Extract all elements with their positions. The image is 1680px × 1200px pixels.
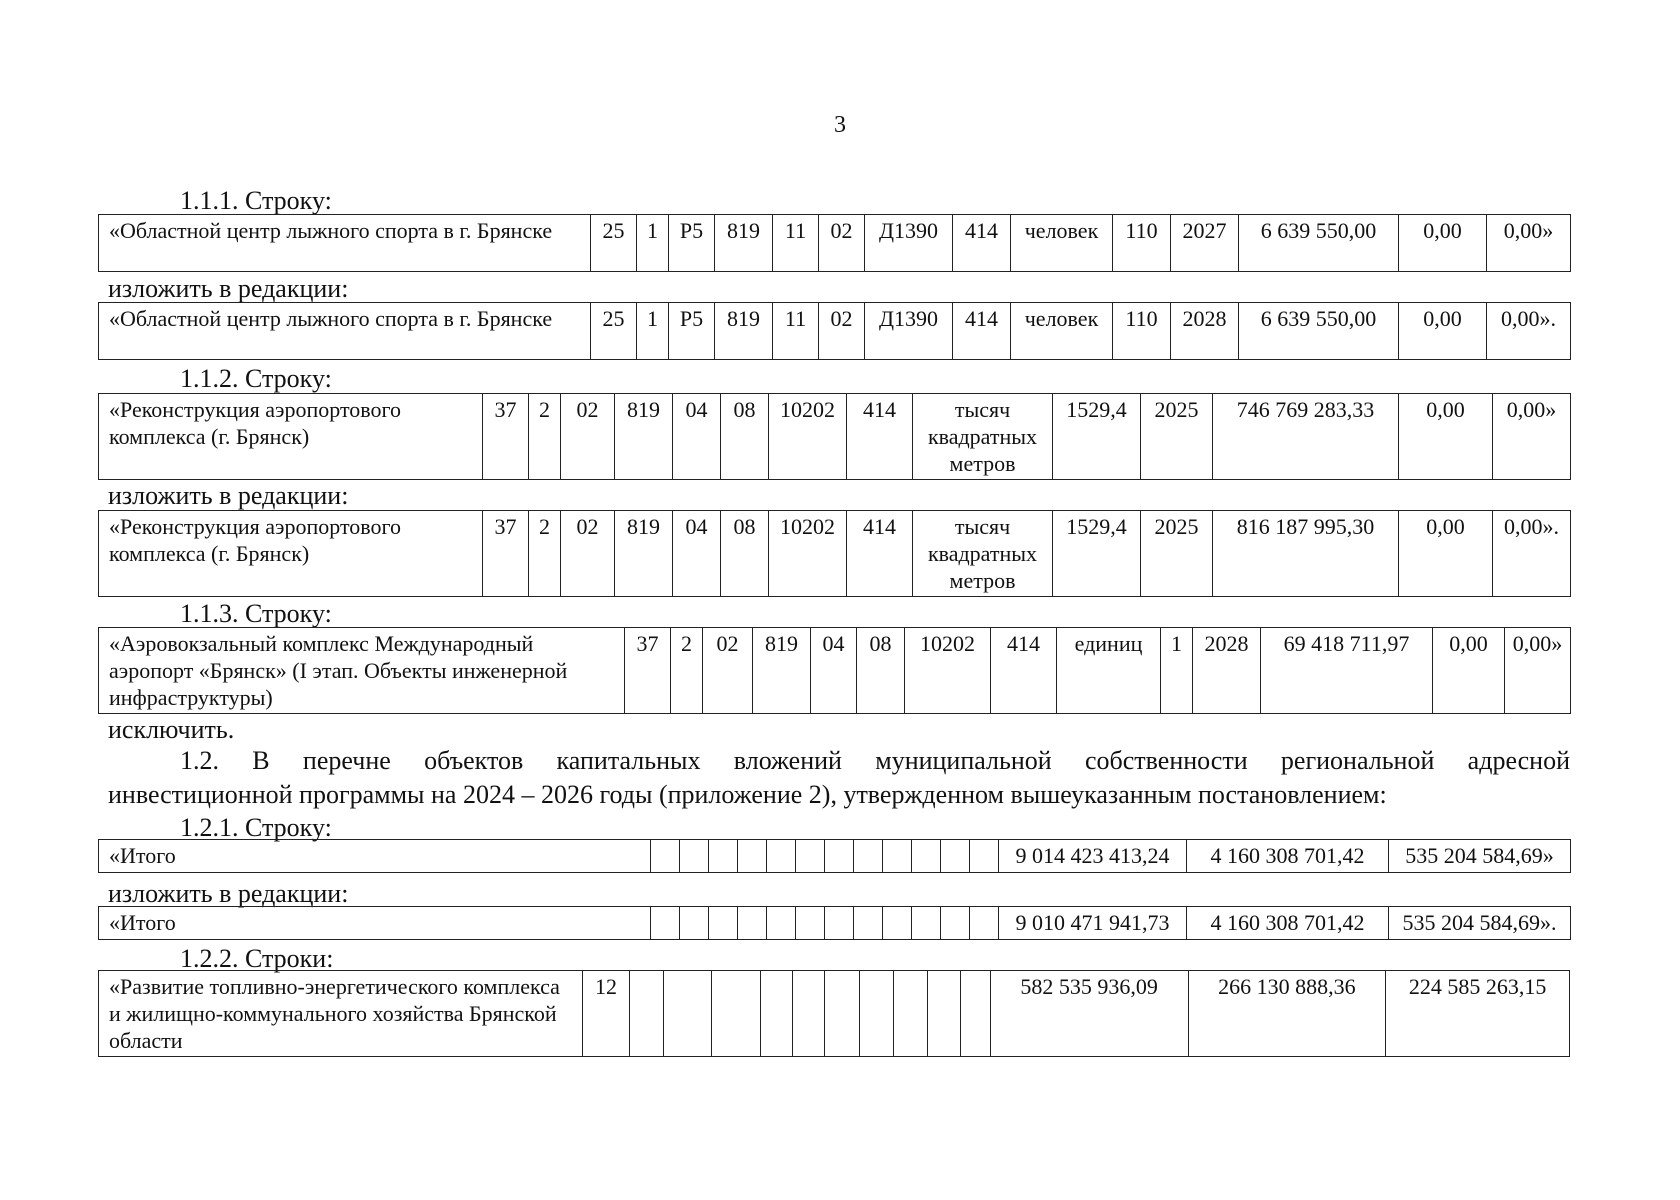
code-cell: Д1390	[865, 303, 953, 360]
amount-cell: 535 204 584,69».	[1389, 907, 1571, 940]
empty-cell	[796, 907, 825, 940]
code-cell: 414	[847, 511, 913, 597]
empty-cell	[663, 971, 711, 1057]
empty-cell	[859, 971, 893, 1057]
empty-cell	[941, 907, 970, 940]
code-cell: 2	[529, 394, 561, 480]
unit-cell: человек	[1011, 303, 1113, 360]
amount-cell: 535 204 584,69»	[1389, 840, 1571, 873]
amount-cell: 0,00	[1399, 394, 1493, 480]
amount-cell: 266 130 888,36	[1188, 971, 1386, 1057]
code-cell: 02	[561, 394, 615, 480]
amount-cell: 746 769 283,33	[1213, 394, 1399, 480]
capacity-cell: 1529,4	[1053, 511, 1141, 597]
year-cell: 2028	[1193, 628, 1261, 714]
table-ski-old	[98, 214, 1571, 272]
amount-cell: 816 187 995,30	[1213, 511, 1399, 597]
empty-cell	[912, 907, 941, 940]
code-cell: 414	[953, 215, 1011, 272]
empty-cell	[854, 840, 883, 873]
empty-cell	[941, 840, 970, 873]
object-name-cell: «Реконструкция аэропортового комплекса (г. Брянск)	[99, 511, 483, 597]
amount-cell: 6 639 550,00	[1239, 215, 1399, 272]
code-cell: 414	[953, 303, 1011, 360]
code-cell: 11	[773, 215, 819, 272]
amount-cell: 0,00»	[1493, 394, 1571, 480]
code-cell: 08	[721, 511, 769, 597]
code-cell: 819	[715, 215, 773, 272]
amount-cell: 0,00	[1433, 628, 1505, 714]
table-ski-new	[98, 302, 1571, 360]
code-cell: 2	[529, 511, 561, 597]
year-cell: 2027	[1171, 215, 1239, 272]
unit-cell: тысяч квадратных метров	[913, 394, 1053, 480]
code-cell: 25	[591, 215, 637, 272]
code-cell: 10202	[769, 394, 847, 480]
code-cell: 08	[857, 628, 905, 714]
empty-cell	[712, 971, 760, 1057]
amount-cell: 224 585 263,15	[1386, 971, 1570, 1057]
object-name-cell: «Итого	[99, 840, 651, 873]
amount-cell: 0,00	[1399, 215, 1487, 272]
capacity-cell: 110	[1113, 215, 1171, 272]
empty-cell	[970, 907, 999, 940]
empty-cell	[767, 907, 796, 940]
paragraph-line: 1.2. В перечне объектов капитальных вложений муниципальной собственности региональной адресной	[180, 746, 1570, 775]
table-total-old	[98, 839, 1571, 873]
table-row	[99, 628, 1571, 714]
code-cell: 37	[483, 394, 529, 480]
table-row	[99, 840, 1571, 873]
amount-cell: 4 160 308 701,42	[1187, 907, 1389, 940]
empty-cell	[960, 971, 990, 1057]
code-cell: Р5	[669, 303, 715, 360]
code-cell: 37	[625, 628, 671, 714]
code-cell: Р5	[669, 215, 715, 272]
code-cell: 02	[703, 628, 753, 714]
amount-cell: 582 535 936,09	[990, 971, 1188, 1057]
amount-cell: 69 418 711,97	[1261, 628, 1433, 714]
empty-cell	[767, 840, 796, 873]
object-name-cell: «Областной центр лыжного спорта в г. Брянске	[99, 215, 591, 272]
empty-cell	[928, 971, 960, 1057]
unit-cell: тысяч квадратных метров	[913, 511, 1053, 597]
code-cell: 1	[637, 215, 669, 272]
table-airport-old	[98, 393, 1571, 480]
amount-cell: 4 160 308 701,42	[1187, 840, 1389, 873]
code-cell: 25	[591, 303, 637, 360]
page-number: 3	[834, 112, 846, 138]
empty-cell	[709, 907, 738, 940]
code-cell: 819	[715, 303, 773, 360]
amount-cell: 9 014 423 413,24	[999, 840, 1187, 873]
restate-phrase: изложить в редакции:	[108, 879, 349, 908]
amount-cell: 0,00».	[1487, 303, 1571, 360]
section-heading-1-1-2: 1.1.2. Строку:	[180, 364, 332, 393]
paragraph-1-2	[108, 744, 1570, 812]
empty-cell	[793, 971, 825, 1057]
table-terminal	[98, 627, 1571, 714]
section-heading-1-1-1: 1.1.1. Строку:	[180, 186, 332, 215]
table-fuel-energy	[98, 970, 1570, 1057]
year-cell: 2025	[1141, 394, 1213, 480]
table-airport-new	[98, 510, 1571, 597]
empty-cell	[629, 971, 663, 1057]
code-cell: 414	[991, 628, 1057, 714]
code-cell: 04	[811, 628, 857, 714]
object-name-cell: «Аэровокзальный комплекс Международный аэропорт «Брянск» (I этап. Объекты инженерной инфраструктуры)	[99, 628, 625, 714]
code-cell: 819	[753, 628, 811, 714]
amount-cell: 0,00»	[1505, 628, 1571, 714]
section-heading-1-2-2: 1.2.2. Строки:	[180, 944, 334, 973]
empty-cell	[883, 907, 912, 940]
amount-cell: 6 639 550,00	[1239, 303, 1399, 360]
code-cell: 414	[847, 394, 913, 480]
empty-cell	[651, 840, 680, 873]
code-cell: 02	[819, 215, 865, 272]
code-cell: 04	[673, 394, 721, 480]
code-cell: 02	[819, 303, 865, 360]
empty-cell	[796, 840, 825, 873]
year-cell: 2025	[1141, 511, 1213, 597]
code-cell: 04	[673, 511, 721, 597]
object-name-cell: «Итого	[99, 907, 651, 940]
table-row	[99, 971, 1570, 1057]
code-cell: 819	[615, 511, 673, 597]
code-cell: 2	[671, 628, 703, 714]
amount-cell: 0,00»	[1487, 215, 1571, 272]
object-name-cell: «Реконструкция аэропортового комплекса (г. Брянск)	[99, 394, 483, 480]
amount-cell: 0,00».	[1493, 511, 1571, 597]
code-cell: 10202	[769, 511, 847, 597]
empty-cell	[709, 840, 738, 873]
table-row	[99, 907, 1571, 940]
empty-cell	[738, 840, 767, 873]
empty-cell	[760, 971, 792, 1057]
empty-cell	[912, 840, 941, 873]
code-cell: 819	[615, 394, 673, 480]
table-row	[99, 215, 1571, 272]
object-name-cell: «Областной центр лыжного спорта в г. Брянске	[99, 303, 591, 360]
empty-cell	[970, 840, 999, 873]
unit-cell: человек	[1011, 215, 1113, 272]
code-cell: 10202	[905, 628, 991, 714]
table-row	[99, 303, 1571, 360]
amount-cell: 0,00	[1399, 303, 1487, 360]
year-cell: 2028	[1171, 303, 1239, 360]
exclude-phrase: исключить.	[108, 715, 235, 744]
empty-cell	[738, 907, 767, 940]
capacity-cell: 1	[1161, 628, 1193, 714]
empty-cell	[825, 840, 854, 873]
paragraph-line: инвестиционной программы на 2024 – 2026 годы (приложение 2), утвержденном вышеуказанным постановлением:	[108, 780, 1387, 809]
section-heading-1-1-3: 1.1.3. Строку:	[180, 599, 332, 628]
empty-cell	[854, 907, 883, 940]
table-row	[99, 394, 1571, 480]
restate-phrase: изложить в редакции:	[108, 274, 349, 303]
code-cell: Д1390	[865, 215, 953, 272]
code-cell: 37	[483, 511, 529, 597]
amount-cell: 0,00	[1399, 511, 1493, 597]
empty-cell	[651, 907, 680, 940]
table-total-new	[98, 906, 1571, 940]
empty-cell	[825, 971, 859, 1057]
capacity-cell: 110	[1113, 303, 1171, 360]
empty-cell	[680, 907, 709, 940]
capacity-cell: 1529,4	[1053, 394, 1141, 480]
empty-cell	[893, 971, 927, 1057]
code-cell: 12	[583, 971, 629, 1057]
unit-cell: единиц	[1057, 628, 1161, 714]
object-name-cell: «Развитие топливно-энергетического комплекса и жилищно-коммунального хозяйства Брянской области	[99, 971, 583, 1057]
code-cell: 1	[637, 303, 669, 360]
section-heading-1-2-1: 1.2.1. Строку:	[180, 813, 332, 842]
table-row	[99, 511, 1571, 597]
code-cell: 02	[561, 511, 615, 597]
code-cell: 11	[773, 303, 819, 360]
empty-cell	[883, 840, 912, 873]
code-cell: 08	[721, 394, 769, 480]
restate-phrase: изложить в редакции:	[108, 481, 349, 510]
empty-cell	[825, 907, 854, 940]
empty-cell	[680, 840, 709, 873]
amount-cell: 9 010 471 941,73	[999, 907, 1187, 940]
